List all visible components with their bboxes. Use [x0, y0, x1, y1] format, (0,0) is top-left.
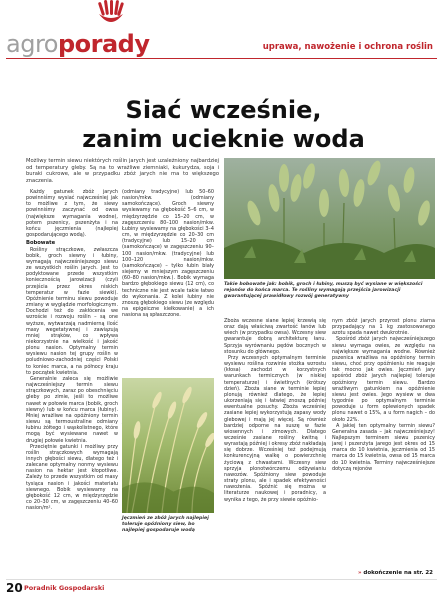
barley-photo-caption: Jęczmień ze zbóż jarych najlepiej toleruje opóźniony siew, bo najlepiej gospodaruje wodą — [122, 516, 209, 533]
article-title-line-1: Siać wcześnie, — [125, 96, 322, 124]
paragraph: Każdy gatunek zbóż jarych powinniśmy wysiać najwcześniej jak to możliwe z tym, że siewy powinniśmy zaczynać od owsa (największe wymagania wodne), potem pszenicy, pszenżyta i na końcu jęczmienia (najlepiej gospodarującego wodą). — [26, 189, 118, 239]
page-header — [0, 0, 447, 62]
magazine-name: Poradnik Gospodarski — [24, 584, 105, 592]
paragraph: A jakiej ten optymalny termin siewu? Generalna zasada – jak najwcześniejszy! Najlepszym terminem siewu pszenicy jarej i pszenżyta jarego jest okres od 15 marca do 10 kwietnia, jęczmienia od 15 marca do 15 kwietnia, owsa od 15 marca do 10 kwietnia. Terminy najwcześniejsze dotyczą rejonów — [332, 422, 435, 472]
paragraph: (odmiany tradycyjne) lub 50–60 nasion/mkw. (odmiany samokończące). Groch siewny wysiewamy na głębokość 5–6 cm, w międzyrzędzie co 15–20 cm, w zagęszczeniu 80–100 nasion/mkw. Łubiny wysiewamy na głębokości 3–4 cm, w międzyrzędzie co 20–30 cm (tradycyjne) lub 15–20 cm (samokończące) w zagęszczeniu 90–100 nasion/mkw. (tradycyjne) lub 100–120 nasion/mkw. (samokończące) – tylko łubin biały siejemy w mniejszym zagęszczeniu (60–80 nasion/mkw.). Bobik wymaga bardzo głębokiego siewu (12 cm), co techniczne nie jest wcale takie łatwo do wykonania. Z kolei łubiny nie znoszą głębokiego siewu (ze względu na epigeiczne kiełkowanie) a ich nasiona są spłaszczone. — [122, 189, 214, 319]
lupine-photo-caption: Takie bobowate jak: bobik, groch i łubiny, muszą być wysiane w większości rejonów do końca marca. Te rośliny wymagają przejścia jarowizacji gwarantującej prawidłowy rozwój generatywny — [224, 282, 423, 299]
magazine-logo — [24, 584, 104, 592]
article-title — [0, 96, 447, 154]
paragraph: Zboża wczesne siane lepiej krzewią się oraz dają właściwą zwartość łanów lub wiech (w przypadku owsa). Wczesny siew gwarantuje dobrą architekturę łanu. Sprzyja wyrównaniu pędów bocznych w stosunku do głównego. — [224, 318, 326, 355]
arrow-right-icon: » — [357, 570, 364, 576]
lupine-image — [224, 158, 435, 279]
article-column-3 — [224, 318, 326, 503]
paragraph: Przeciętnie gatunki i możliwy przy roślin strączkowych wymagają innych głębości siewu, dlatego też i zalecane optymalny nonmy wysiewu nasion na hektar jest kłopotliwe. Zależy to przede wszystkim od masy tysiąca nasion i jakości materiału siewnego. Bobik wysiewamy na głębokość 12 cm, w międzyrzędzie co 20–30 cm, w zagęszczeniu 40–60 nasion/m². — [26, 443, 118, 512]
article-lead: Możliwy termin siewu niektórych roślin jarych jest uzależniony najbardziej od temperatury gleby. Są na to wrażliwe ziemniaki, kukurydza, soja i buraki cukrowe, ale w przypadku zbóż jarych nie ma to większego znaczenia. — [26, 158, 219, 185]
paragraph: Spośród zbóż jarych najwcześniejszego siewu wymaga owies, ze względu na największe wymagania wodne. Również pszenica wrażliwa na opóźniony termin siewu, choć przy opóźnieniu nie reaguje tak mocno jak owies. Jęczmień jary spośród zbóż jarych najlepiej toleruje opóźniony termin siewu. Bardzo wrażliwym gatunkiem na opóźnienie siewu jest owies. Jego wysiew w dwa tygodnie po optymalnym terminie powoduje u form oplewionych spadek plonu nawet o 15%, a u form nagich – do około 22%. — [332, 336, 435, 423]
paragraph: Rośliny strączkowe, zwłaszcza bobik, groch siewny i łubiny, wymagają najwcześniejszego siewu ze wszystkich roślin jarych. Jest to podyktowane przede wszystkim koniecznością jarowizacji (czyli przejścia przez okres niskich temperatur w fazie siewki). Opóźnienie terminu siewu powoduje zmiany w wyglądzie morfologicznym. Dochodzi też do zakłócenia we wzroście i rozwoju roślin – są one wyższe, wytwarzają nadmierną ilość masy wegetatywnej i zawiązują mniej strąków, co wpływa niekorzystnie na wielkość i jakość plonu nasion. Optymalny termin wysiewu nasion tej grupy roślin w poludniowo-zachodniej części Polski to koniec marca, a na północy kraju to początek kwietnia. — [26, 246, 118, 376]
article-column-1 — [26, 189, 118, 511]
section-title: uprawa, nawożenie i ochrona roślin — [262, 42, 433, 52]
logo-porady-text: porady — [57, 30, 150, 58]
continued-note — [358, 570, 433, 576]
header-divider — [6, 58, 437, 59]
barley-photo — [122, 378, 214, 513]
article-column-4 — [332, 318, 435, 472]
lupine-photo — [224, 158, 435, 279]
logo-agro-text: agro — [6, 30, 58, 58]
paragraph: nym zbóż jarych przyrost plonu ziarna przypadający na 1 kg zastosowanego azotu spada nawet dwukrotnie. — [332, 318, 435, 337]
paragraph: Generalnie zaleca się możliwie najwcześniejszy termin siewu strączkowych, zaraz po obeschnięciu gleby po zimie, jeśli to możliwe nawet w połowie marca (bobik, groch siewny) lub w końcu marca (łubiny). Mniej wrażliwe na opóźniony termin siewu są termoustraline odmiany łubinu żółtego i wąskolistnego, które mogą być wysiewane nawet w drugiej połowie kwietnia. — [26, 375, 118, 444]
page-number: 20 — [6, 581, 23, 595]
continued-label: dokończenie na str. 22 — [363, 570, 433, 576]
paragraph: Przy wczesnych optymalnym terminie wysiewu roślina rozwinie stożka wzrostu (kłosa) zachodzi w korzystnych warunkach termicznych (w niskiej temperaturze) i świetlnych (krótszy dzień). Zboża siane w terminie lepiej plonują również dlatego, że lepiej ukorzeniają się i łatwiej znoszą później ewentualne posuchy. Zboża wcześniej zasiane lepiej wykorzystują zapasy wody glebowej i mają jej więcej. Są również bardziej odporne na suszę w fazie wiosennych i zimowych. Dlatego wcześnie zasiane rośliny kwitną i wyrastają później i okresy zbóż nakładają się dobrze. Wcześniej też podejmują konkurencyjną walkę o powierzchnię życiową z chwastami. Wczesny siew sprzyja plonotwórczemu odżywianiu nawozów. Spóźniony siew powoduje straty plonu, ale i spadek efektywności nawożenia. Spóźnić się można w literaturze naukowej i poradnicy, a wynika z tego, że przy siewie opóźnio- — [224, 354, 326, 503]
subheading-bobowate: Bobowate — [26, 240, 56, 247]
article-title-line-2: zanim ucieknie woda — [82, 125, 365, 153]
agroporady-logo — [6, 30, 150, 58]
footer-divider — [6, 579, 437, 580]
barley-image — [122, 378, 214, 513]
agroporady-hands-logo-icon — [96, 0, 126, 26]
